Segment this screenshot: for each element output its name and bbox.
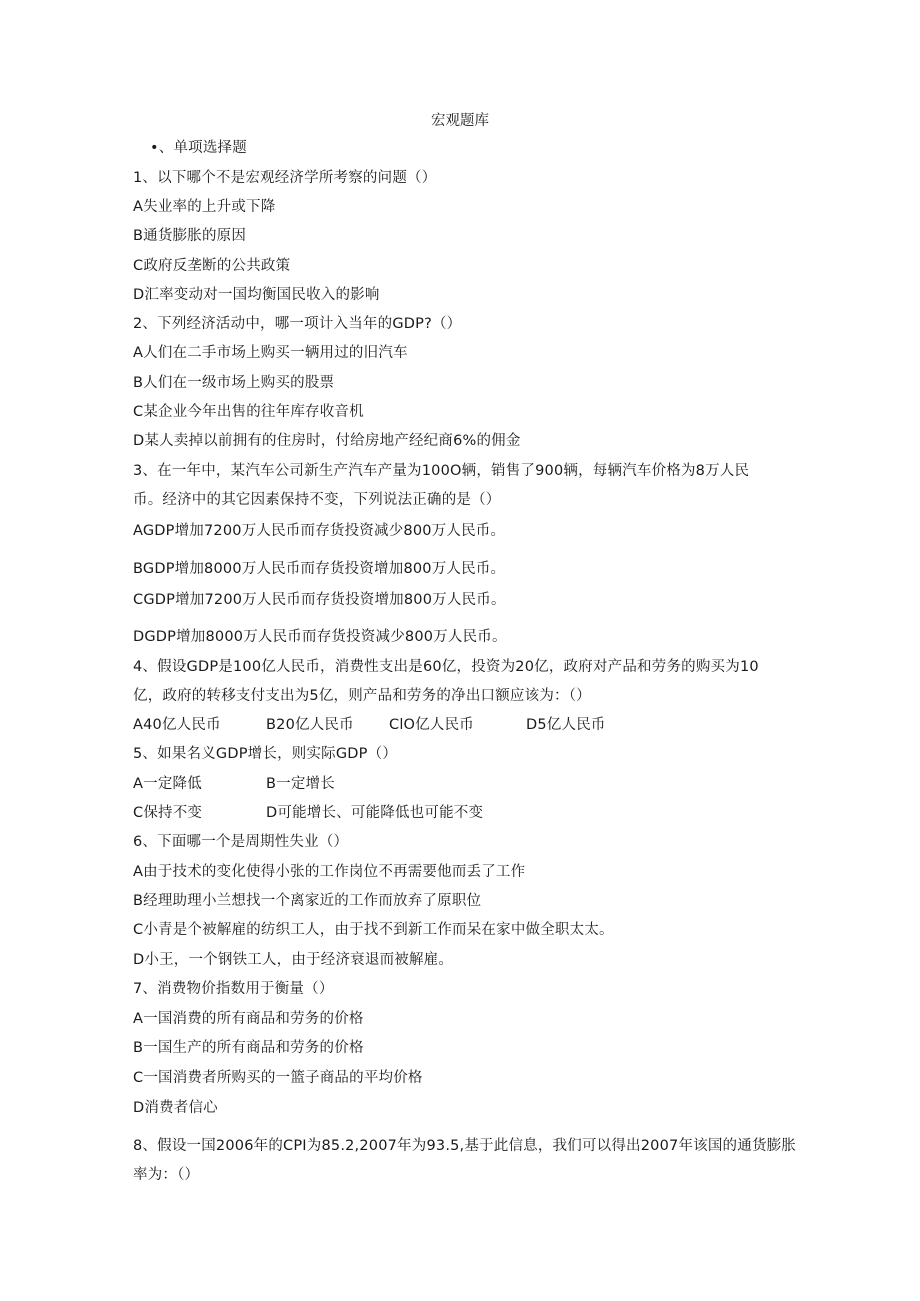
question-3-option-d: DGDP增加8000万人民币而存货投资减少800万人民币。 bbox=[133, 629, 507, 645]
question-4-stem-line-1: 4、假设GDP是100亿人民币，消费性支出是60亿，投资为20亿，政府对产品和劳务的购买为10 bbox=[133, 659, 759, 675]
question-3-option-c: CGDP增加7200万人民币而存货投资增加800万人民币。 bbox=[133, 592, 506, 608]
question-8-stem-line-2: 率为：（） bbox=[133, 1167, 200, 1183]
question-2-option-c: C某企业今年出售的往年库存收音机 bbox=[133, 404, 364, 420]
question-2-stem: 2、下列经济活动中，哪一项计入当年的GDP?（） bbox=[133, 316, 462, 332]
question-6-option-b: B经理助理小兰想找一个离家近的工作而放弃了原职位 bbox=[133, 893, 482, 909]
question-3-option-a: AGDP增加7200万人民币而存货投资减少800万人民币。 bbox=[133, 523, 506, 539]
question-3-option-b: BGDP增加8000万人民币而存货投资增加800万人民币。 bbox=[133, 561, 506, 577]
question-5-stem: 5、如果名义GDP增长，则实际GDP（） bbox=[133, 746, 398, 762]
question-5-option-d: D可能增长、可能降低也可能不变 bbox=[266, 805, 484, 821]
question-7-option-d: D消费者信心 bbox=[133, 1100, 218, 1116]
question-7-option-c: C一国消费者所购买的一篮子商品的平均价格 bbox=[133, 1070, 423, 1086]
question-4-stem-line-2: 亿，政府的转移支付支出为5亿，则产品和劳务的净出口额应该为：（） bbox=[133, 688, 591, 704]
question-4-option-d: D5亿人民币 bbox=[526, 717, 606, 733]
question-7-stem: 7、消费物价指数用于衡量（） bbox=[133, 981, 334, 997]
question-7-option-b: B一国生产的所有商品和劳务的价格 bbox=[133, 1040, 364, 1056]
question-5-option-c: C保持不变 bbox=[133, 805, 203, 821]
question-6-stem: 6、下面哪一个是周期性失业（） bbox=[133, 834, 349, 850]
question-4-option-a: A40亿人民币 bbox=[133, 717, 221, 733]
question-4-option-c: ClO亿人民币 bbox=[389, 717, 474, 733]
question-8-stem-line-1: 8、假设一国2006年的CPI为85.2,2007年为93.5,基于此信息，我们可以得出2007年该国的通货膨胀 bbox=[133, 1138, 797, 1154]
question-2-option-a: A人们在二手市场上购买一辆用过的旧汽车 bbox=[133, 345, 408, 361]
question-2-option-d: D某人卖掉以前拥有的住房时，付给房地产经纪商6%的佣金 bbox=[133, 433, 521, 449]
question-3-stem-line-2: 币。经济中的其它因素保持不变，下列说法正确的是（） bbox=[133, 492, 501, 508]
question-7-option-a: A一国消费的所有商品和劳务的价格 bbox=[133, 1011, 364, 1027]
question-6-option-c: C小青是个被解雇的纺织工人，由于找不到新工作而呆在家中做全职太太。 bbox=[133, 922, 614, 938]
question-1-option-c: C政府反垄断的公共政策 bbox=[133, 258, 291, 274]
document-title: 宏观题库 bbox=[431, 113, 489, 129]
question-2-option-b: B人们在一级市场上购买的股票 bbox=[133, 375, 335, 391]
question-6-option-a: A由于技术的变化使得小张的工作岗位不再需要他而丢了工作 bbox=[133, 864, 526, 880]
question-6-option-d: D小王，一个钢铁工人，由于经济衰退而被解雇。 bbox=[133, 952, 454, 968]
question-1-stem: 1、以下哪个不是宏观经济学所考察的问题（） bbox=[133, 170, 437, 186]
question-1-option-b: B通货膨胀的原因 bbox=[133, 228, 247, 244]
question-5-option-a: A一定降低 bbox=[133, 776, 202, 792]
question-4-option-b: B20亿人民币 bbox=[266, 717, 354, 733]
question-1-option-a: A失业率的上升或下降 bbox=[133, 199, 276, 215]
section-heading: •、单项选择题 bbox=[150, 140, 247, 156]
question-3-stem-line-1: 3、在一年中，某汽车公司新生产汽车产量为100O辆，销售了900辆，每辆汽车价格为8万人民 bbox=[133, 463, 750, 479]
question-1-option-d: D汇率变动对一国均衡国民收入的影响 bbox=[133, 287, 380, 303]
question-5-option-b: B一定增长 bbox=[266, 776, 335, 792]
